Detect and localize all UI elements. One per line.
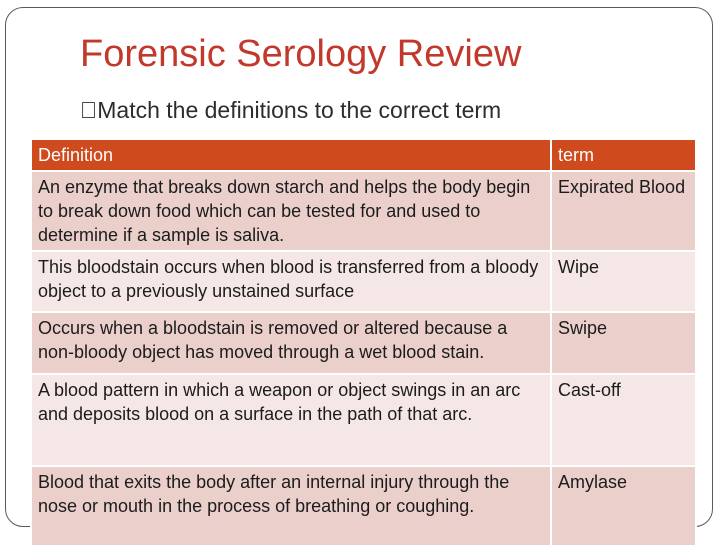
- term-cell: Cast-off: [551, 374, 696, 466]
- term-cell: Expirated Blood: [551, 171, 696, 251]
- definition-cell: Occurs when a bloodstain is removed or altered because a non-bloody object has moved through a wet blood stain.: [31, 312, 551, 374]
- header-definition: Definition: [31, 139, 551, 171]
- definition-cell: An enzyme that breaks down starch and helps the body begin to break down food which can be tested for and used to determine if a sample is saliva.: [31, 171, 551, 251]
- term-cell: Swipe: [551, 312, 696, 374]
- table-header-row: [31, 139, 696, 171]
- table-row: [31, 171, 696, 251]
- table-row: [31, 374, 696, 466]
- match-table: [30, 138, 697, 547]
- table-row: [31, 251, 696, 312]
- bullet-icon: [80, 97, 97, 123]
- instruction-line: [80, 96, 501, 124]
- definition-cell: Blood that exits the body after an internal injury through the nose or mouth in the process of breathing or coughing.: [31, 466, 551, 546]
- term-cell: Amylase: [551, 466, 696, 546]
- table-row: [31, 466, 696, 546]
- header-term: term: [551, 139, 696, 171]
- definition-cell: This bloodstain occurs when blood is transferred from a bloody object to a previously unstained surface: [31, 251, 551, 312]
- slide-title: Forensic Serology Review: [80, 33, 522, 75]
- term-cell: Wipe: [551, 251, 696, 312]
- instruction-text: Match the definitions to the correct term: [80, 97, 484, 123]
- definition-cell: A blood pattern in which a weapon or object swings in an arc and deposits blood on a surface in the path of that arc.: [31, 374, 551, 466]
- table-row: [31, 312, 696, 374]
